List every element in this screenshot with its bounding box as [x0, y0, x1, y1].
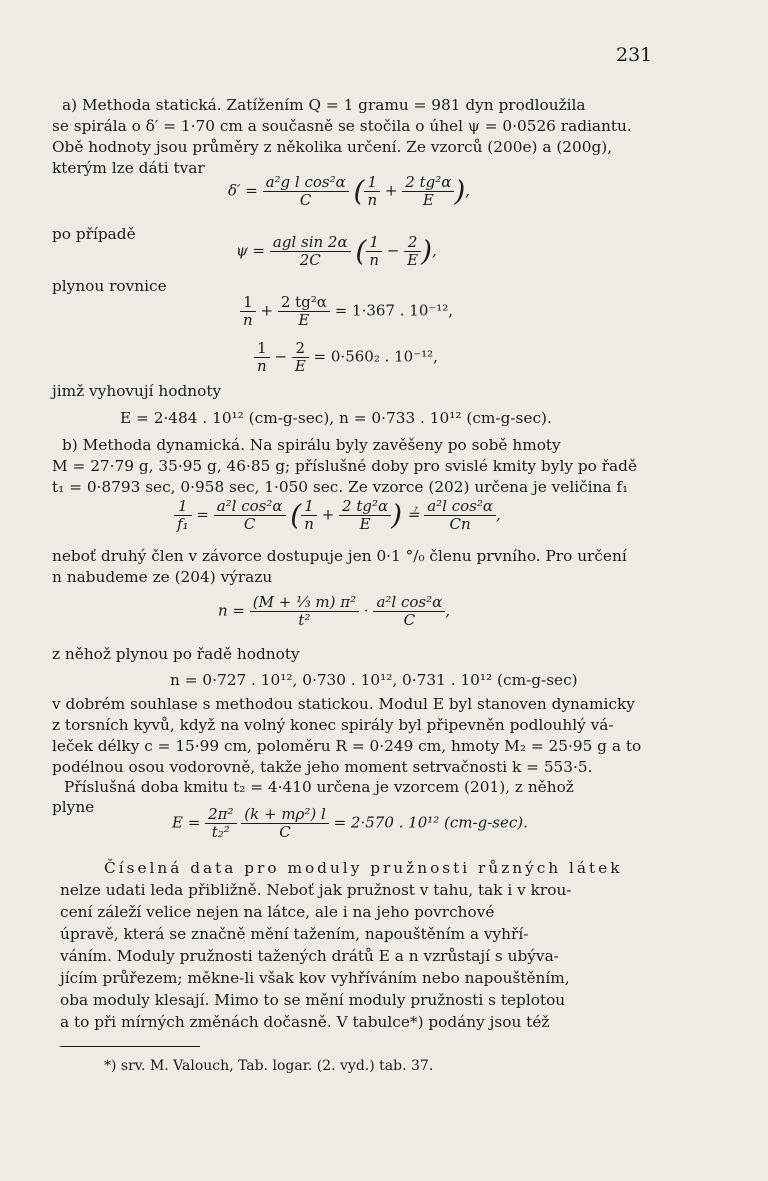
- section-a-line-1: a) Methoda statická. Zatížením Q = 1 gramu = 981 dyn prodloužila: [62, 96, 586, 114]
- section-a-line-4: kterým lze dáti tvar: [52, 159, 205, 177]
- label-po-pripade: po případě: [52, 225, 136, 243]
- page-number: 231: [616, 44, 653, 66]
- label-jimz: jimž vyhovují hodnoty: [52, 382, 222, 400]
- dynamic-para-4: podélnou osou vodorovně, takže jeho moment setrvačnosti k = 553·5.: [52, 758, 593, 776]
- dynamic-para-5: Příslušná doba kmitu t₂ = 4·410 určena je vzorcem (201), z něhož: [64, 778, 574, 796]
- equation-sum: $\frac{1}{n}$ + $\frac{\text{2 tg²α}}{E}$ = 1·367 . 10⁻¹²,: [240, 294, 453, 329]
- section-b-line-3: t₁ = 0·8793 sec, 0·958 sec, 1·050 sec. Ze vzorce (202) určena je veličina f₁: [52, 478, 629, 496]
- closing-line-5: váním. Moduly pružnosti tažených drátů E a n vzrůstají s ubýva-: [60, 947, 559, 965]
- section-b-line-1: b) Methoda dynamická. Na spirálu byly zavěšeny po sobě hmoty: [62, 436, 561, 454]
- equation-delta: δ′ = $\frac{\text{a²g l cos²α}}{C}$ ( $\frac{1}{n}$ + $\frac{\text{2 tg²α}}{E}$ ),: [228, 173, 471, 209]
- footnote-rule: [60, 1046, 200, 1047]
- closing-line-6: jícím průřezem; měkne-li však kov vyhříváním nebo napouštěním,: [60, 969, 570, 987]
- closing-line-1: Číselná data pro moduly pružnosti různých látek: [104, 859, 623, 877]
- equation-f1: $\frac{1}{\text{f₁}}$ = $\frac{\text{a²l cos²α}}{C}$ ( $\frac{1}{n}$ + $\frac{\text{2 tg²α}}{E}$ ) ≟ $\frac{\text{a²l cos²α}}{Cn}$ ,: [174, 498, 501, 533]
- label-z-nehoz: z něhož plynou po řadě hodnoty: [52, 645, 300, 663]
- closing-line-8: a to při mírných změnách dočasně. V tabulce*) podány jsou též: [60, 1013, 550, 1031]
- equation-psi: ψ = $\frac{\text{agl sin 2α}}{2C}$ ( $\frac{1}{n}$ − $\frac{2}{E}$ ),: [236, 233, 437, 269]
- result-static: E = 2·484 . 10¹² (cm-g-sec), n = 0·733 . 10¹² (cm-g-sec).: [120, 409, 552, 427]
- footnote: *) srv. M. Valouch, Tab. logar. (2. vyd.) tab. 37.: [104, 1058, 434, 1074]
- equation-E-dynamic: E = $\frac{\text{2π²}}{\text{t₂²}}$ $\frac{\text{(k + mρ²) l}}{C}$ = 2·570 . 10¹² (cm-g-sec).: [172, 805, 528, 841]
- values-n: n = 0·727 . 10¹², 0·730 . 10¹², 0·731 . 10¹² (cm-g-sec): [170, 671, 578, 689]
- section-a-line-3: Obě hodnoty jsou průměry z několika určení. Ze vzorců (200e) a (200g),: [52, 138, 613, 156]
- closing-line-4: úpravě, která se značně mění tažením, napouštěním a vyhří-: [60, 925, 529, 943]
- section-b-line-2: M = 27·79 g, 35·95 g, 46·85 g; příslušné doby pro svislé kmity byly po řadě: [52, 457, 638, 475]
- section-b-mid-1: neboť druhý člen v závorce dostupuje jen 0·1 °/₀ členu prvního. Pro určení: [52, 547, 627, 565]
- section-a-line-2: se spirála o δ′ = 1·70 cm a současně se stočila o úhel ψ = 0·0526 radiantu.: [52, 117, 632, 135]
- dynamic-para-1: v dobrém souhlase s methodou statickou. Modul E byl stanoven dynamicky: [52, 695, 635, 713]
- closing-line-7: oba moduly klesají. Mimo to se mění moduly pružnosti s teplotou: [60, 991, 566, 1009]
- closing-line-2: nelze udati leda přibližně. Neboť jak pružnost v tahu, tak i v krou-: [60, 881, 572, 899]
- dynamic-para-3: leček délky c = 15·99 cm, poloměru R = 0·249 cm, hmoty M₂ = 25·95 g a to: [52, 737, 642, 755]
- dynamic-para-2: z torsních kyvů, když na volný konec spirály byl připevněn podlouhlý vá-: [52, 716, 614, 734]
- label-plynou-rovnice: plynou rovnice: [52, 277, 167, 295]
- equation-difference: $\frac{1}{n}$ − $\frac{2}{E}$ = 0·560₂ . 10⁻¹²,: [254, 340, 438, 375]
- section-b-mid-2: n nabudeme ze (204) výrazu: [52, 568, 273, 586]
- closing-line-3: cení záleží velice nejen na látce, ale i na jeho povrchové: [60, 903, 495, 921]
- dynamic-para-6: plyne: [52, 798, 95, 816]
- equation-n: n = $\frac{\text{(M + ⅓ m) π²}}{\text{t²}}$ · $\frac{\text{a²l cos²α}}{C}$ ,: [218, 593, 451, 629]
